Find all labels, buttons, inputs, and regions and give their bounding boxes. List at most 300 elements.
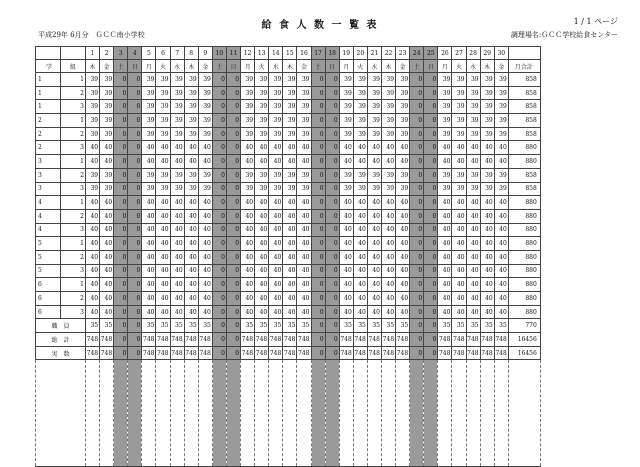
summary-count-cell: 35 <box>466 319 480 333</box>
weekday-label: 月 <box>241 60 255 73</box>
daily-count-cell: 40 <box>297 223 311 237</box>
daily-count-cell: 40 <box>241 305 255 319</box>
daily-count-cell: 40 <box>255 223 269 237</box>
daily-count-cell: 0 <box>128 250 142 264</box>
blank-cell <box>381 360 395 467</box>
daily-count-cell: 40 <box>367 264 381 278</box>
summary-count-cell: 748 <box>142 346 156 360</box>
daily-count-cell: 39 <box>452 114 466 128</box>
class-row <box>36 168 541 182</box>
daily-count-cell: 40 <box>381 305 395 319</box>
daily-count-cell: 40 <box>156 264 170 278</box>
blank-cell <box>325 360 339 467</box>
summary-count-cell: 35 <box>381 319 395 333</box>
daily-count-cell: 40 <box>367 250 381 264</box>
daily-count-cell: 0 <box>424 86 438 100</box>
daily-count-cell: 39 <box>353 86 367 100</box>
daily-count-cell: 39 <box>170 168 184 182</box>
class-cell: 1 <box>61 73 86 87</box>
daily-count-cell: 0 <box>128 223 142 237</box>
day-number: 18 <box>325 47 339 60</box>
daily-count-cell: 0 <box>410 223 424 237</box>
daily-count-cell: 40 <box>100 305 114 319</box>
daily-count-cell: 0 <box>325 86 339 100</box>
daily-count-cell: 0 <box>410 127 424 141</box>
daily-count-cell: 0 <box>226 305 240 319</box>
weekday-label: 水 <box>170 60 184 73</box>
daily-count-cell: 39 <box>86 168 100 182</box>
daily-count-cell: 40 <box>396 141 410 155</box>
weekday-label: 月 <box>142 60 156 73</box>
monthly-total-cell: 858 <box>508 127 540 141</box>
daily-count-cell: 40 <box>241 141 255 155</box>
grade-cell: 4 <box>36 223 61 237</box>
daily-count-cell: 39 <box>255 168 269 182</box>
daily-count-cell: 0 <box>424 278 438 292</box>
class-row <box>36 209 541 223</box>
daily-count-cell: 40 <box>381 278 395 292</box>
daily-count-cell: 39 <box>156 182 170 196</box>
daily-count-cell: 40 <box>480 209 494 223</box>
daily-count-cell: 40 <box>494 237 508 251</box>
daily-count-cell: 40 <box>170 305 184 319</box>
daily-count-cell: 40 <box>297 305 311 319</box>
blank-cell <box>353 360 367 467</box>
daily-count-cell: 40 <box>198 264 212 278</box>
daily-count-cell: 0 <box>114 237 128 251</box>
blank-cell <box>198 360 212 467</box>
daily-count-cell: 40 <box>198 305 212 319</box>
daily-count-cell: 40 <box>142 264 156 278</box>
daily-count-cell: 40 <box>269 250 283 264</box>
blank-area-row <box>36 360 541 467</box>
daily-count-cell: 39 <box>396 182 410 196</box>
daily-count-cell: 40 <box>241 278 255 292</box>
daily-count-cell: 0 <box>128 100 142 114</box>
daily-count-cell: 39 <box>198 100 212 114</box>
summary-count-cell: 748 <box>466 346 480 360</box>
daily-count-cell: 40 <box>494 305 508 319</box>
daily-count-cell: 0 <box>325 141 339 155</box>
daily-count-cell: 40 <box>156 196 170 210</box>
daily-count-cell: 40 <box>438 292 452 306</box>
blank-cell <box>339 360 353 467</box>
daily-count-cell: 39 <box>381 100 395 114</box>
daily-count-cell: 40 <box>170 292 184 306</box>
summary-count-cell: 748 <box>353 346 367 360</box>
grade-cell: 5 <box>36 250 61 264</box>
daily-count-cell: 0 <box>311 141 325 155</box>
daily-count-cell: 0 <box>424 182 438 196</box>
daily-count-cell: 40 <box>353 250 367 264</box>
daily-count-cell: 39 <box>494 73 508 87</box>
daily-count-cell: 40 <box>339 196 353 210</box>
daily-count-cell: 39 <box>255 73 269 87</box>
daily-count-cell: 40 <box>297 196 311 210</box>
daily-count-cell: 40 <box>480 155 494 169</box>
daily-count-cell: 0 <box>226 100 240 114</box>
daily-count-cell: 0 <box>212 182 226 196</box>
daily-count-cell: 40 <box>184 305 198 319</box>
daily-count-cell: 40 <box>255 237 269 251</box>
daily-count-cell: 40 <box>353 223 367 237</box>
daily-count-cell: 40 <box>170 196 184 210</box>
class-cell: 2 <box>61 168 86 182</box>
daily-count-cell: 0 <box>410 100 424 114</box>
daily-count-cell: 40 <box>466 237 480 251</box>
daily-count-cell: 0 <box>212 86 226 100</box>
daily-count-cell: 0 <box>325 168 339 182</box>
weekday-label: 金 <box>494 60 508 73</box>
daily-count-cell: 40 <box>100 250 114 264</box>
daily-count-cell: 40 <box>283 264 297 278</box>
day-number: 19 <box>339 47 353 60</box>
weekday-label: 水 <box>466 60 480 73</box>
daily-count-cell: 40 <box>480 196 494 210</box>
daily-count-cell: 39 <box>438 168 452 182</box>
daily-count-cell: 40 <box>142 250 156 264</box>
summary-count-cell: 748 <box>438 346 452 360</box>
summary-count-cell: 35 <box>170 319 184 333</box>
summary-count-cell: 748 <box>396 346 410 360</box>
daily-count-cell: 40 <box>353 237 367 251</box>
daily-count-cell: 39 <box>353 114 367 128</box>
daily-count-cell: 40 <box>367 141 381 155</box>
daily-count-cell: 40 <box>353 278 367 292</box>
daily-count-cell: 0 <box>212 168 226 182</box>
daily-count-cell: 40 <box>452 264 466 278</box>
summary-count-cell: 0 <box>325 319 339 333</box>
summary-count-cell: 748 <box>353 333 367 347</box>
daily-count-cell: 39 <box>438 100 452 114</box>
daily-count-cell: 40 <box>198 250 212 264</box>
daily-count-cell: 40 <box>255 264 269 278</box>
daily-count-cell: 0 <box>410 86 424 100</box>
summary-count-cell: 35 <box>283 319 297 333</box>
daily-count-cell: 0 <box>424 305 438 319</box>
summary-count-cell: 748 <box>283 333 297 347</box>
daily-count-cell: 39 <box>156 168 170 182</box>
summary-count-cell: 35 <box>100 319 114 333</box>
daily-count-cell: 40 <box>438 155 452 169</box>
daily-count-cell: 40 <box>156 305 170 319</box>
day-number: 13 <box>255 47 269 60</box>
monthly-total-cell: 880 <box>508 196 540 210</box>
summary-count-cell: 748 <box>100 333 114 347</box>
daily-count-cell: 39 <box>438 127 452 141</box>
summary-count-cell: 0 <box>325 346 339 360</box>
daily-count-cell: 0 <box>325 292 339 306</box>
daily-count-cell: 39 <box>170 182 184 196</box>
daily-count-cell: 40 <box>241 237 255 251</box>
summary-count-cell: 748 <box>86 346 100 360</box>
daily-count-cell: 40 <box>283 305 297 319</box>
daily-count-cell: 40 <box>100 209 114 223</box>
grade-cell: 2 <box>36 141 61 155</box>
daily-count-cell: 40 <box>170 223 184 237</box>
daily-count-cell: 0 <box>325 305 339 319</box>
grade-cell: 3 <box>36 182 61 196</box>
daily-count-cell: 39 <box>156 100 170 114</box>
blank-cell <box>100 360 114 467</box>
daily-count-cell: 40 <box>367 292 381 306</box>
class-cell: 2 <box>61 127 86 141</box>
class-cell: 1 <box>61 237 86 251</box>
daily-count-cell: 39 <box>241 100 255 114</box>
summary-label: 総 計 <box>36 333 86 347</box>
daily-count-cell: 40 <box>381 209 395 223</box>
daily-count-cell: 0 <box>311 250 325 264</box>
class-cell: 3 <box>61 223 86 237</box>
daily-count-cell: 40 <box>283 278 297 292</box>
daily-count-cell: 39 <box>142 168 156 182</box>
daily-count-cell: 40 <box>156 237 170 251</box>
daily-count-cell: 39 <box>367 114 381 128</box>
daily-count-cell: 0 <box>410 196 424 210</box>
daily-count-cell: 39 <box>339 73 353 87</box>
summary-count-cell: 0 <box>226 319 240 333</box>
daily-count-cell: 39 <box>452 182 466 196</box>
summary-count-cell: 35 <box>396 319 410 333</box>
daily-count-cell: 40 <box>297 155 311 169</box>
class-cell: 3 <box>61 182 86 196</box>
daily-count-cell: 39 <box>283 182 297 196</box>
daily-count-cell: 39 <box>339 182 353 196</box>
daily-count-cell: 39 <box>494 86 508 100</box>
daily-count-cell: 40 <box>86 305 100 319</box>
daily-count-cell: 40 <box>241 209 255 223</box>
daily-count-cell: 39 <box>367 73 381 87</box>
blank-cell <box>466 360 480 467</box>
daily-count-cell: 0 <box>424 223 438 237</box>
daily-count-cell: 40 <box>494 264 508 278</box>
class-cell: 2 <box>61 250 86 264</box>
summary-count-cell: 0 <box>212 346 226 360</box>
daily-count-cell: 40 <box>198 155 212 169</box>
daily-count-cell: 0 <box>410 264 424 278</box>
blank-cell <box>452 360 466 467</box>
grade-cell: 6 <box>36 305 61 319</box>
daily-count-cell: 40 <box>198 223 212 237</box>
daily-count-cell: 40 <box>184 196 198 210</box>
blank-cell <box>480 360 494 467</box>
daily-count-cell: 40 <box>396 250 410 264</box>
daily-count-cell: 0 <box>325 237 339 251</box>
daily-count-cell: 39 <box>494 100 508 114</box>
daily-count-cell: 39 <box>396 73 410 87</box>
daily-count-cell: 40 <box>156 155 170 169</box>
blank-cell <box>438 360 452 467</box>
daily-count-cell: 39 <box>452 168 466 182</box>
daily-count-cell: 39 <box>198 73 212 87</box>
daily-count-cell: 0 <box>311 209 325 223</box>
daily-count-cell: 0 <box>325 73 339 87</box>
daily-count-cell: 39 <box>297 114 311 128</box>
daily-count-cell: 40 <box>142 292 156 306</box>
daily-count-cell: 0 <box>114 168 128 182</box>
class-row <box>36 114 541 128</box>
daily-count-cell: 0 <box>311 168 325 182</box>
daily-count-cell: 40 <box>198 196 212 210</box>
daily-count-cell: 0 <box>325 127 339 141</box>
daily-count-cell: 0 <box>311 100 325 114</box>
daily-count-cell: 40 <box>367 155 381 169</box>
summary-count-cell: 0 <box>226 333 240 347</box>
summary-count-cell: 748 <box>156 346 170 360</box>
daily-count-cell: 40 <box>255 196 269 210</box>
class-cell: 1 <box>61 278 86 292</box>
daily-count-cell: 0 <box>226 237 240 251</box>
class-row <box>36 127 541 141</box>
summary-label: 職 員 <box>36 319 86 333</box>
blank-cell <box>142 360 156 467</box>
daily-count-cell: 0 <box>128 86 142 100</box>
daily-count-cell: 40 <box>269 155 283 169</box>
daily-count-cell: 39 <box>255 86 269 100</box>
daily-count-cell: 40 <box>156 278 170 292</box>
daily-count-cell: 39 <box>353 100 367 114</box>
daily-count-cell: 39 <box>297 100 311 114</box>
daily-count-cell: 40 <box>480 264 494 278</box>
daily-count-cell: 40 <box>283 250 297 264</box>
daily-count-cell: 40 <box>353 141 367 155</box>
daily-count-cell: 40 <box>269 305 283 319</box>
summary-count-cell: 0 <box>410 319 424 333</box>
grade-cell: 1 <box>36 86 61 100</box>
daily-count-cell: 40 <box>396 209 410 223</box>
summary-count-cell: 35 <box>494 319 508 333</box>
daily-count-cell: 40 <box>353 209 367 223</box>
monthly-total-cell: 880 <box>508 155 540 169</box>
daily-count-cell: 0 <box>212 278 226 292</box>
daily-count-cell: 39 <box>86 182 100 196</box>
daily-count-cell: 40 <box>297 141 311 155</box>
grade-cell: 6 <box>36 292 61 306</box>
summary-count-cell: 748 <box>480 346 494 360</box>
summary-count-cell: 748 <box>170 346 184 360</box>
daily-count-cell: 40 <box>269 292 283 306</box>
daily-count-cell: 40 <box>269 223 283 237</box>
daily-count-cell: 39 <box>353 182 367 196</box>
daily-count-cell: 39 <box>100 100 114 114</box>
daily-count-cell: 0 <box>226 141 240 155</box>
daily-count-cell: 0 <box>212 264 226 278</box>
daily-count-cell: 40 <box>297 278 311 292</box>
blank-cell <box>86 360 100 467</box>
weekday-label: 木 <box>283 60 297 73</box>
summary-count-cell: 748 <box>269 333 283 347</box>
daily-count-cell: 40 <box>367 237 381 251</box>
class-cell: 1 <box>61 114 86 128</box>
monthly-total-cell: 858 <box>508 182 540 196</box>
daily-count-cell: 40 <box>494 196 508 210</box>
daily-count-cell: 40 <box>255 250 269 264</box>
daily-count-cell: 39 <box>452 73 466 87</box>
summary-count-cell: 748 <box>396 333 410 347</box>
daily-count-cell: 40 <box>452 237 466 251</box>
daily-count-cell: 39 <box>381 168 395 182</box>
daily-count-cell: 39 <box>269 114 283 128</box>
blank-cell <box>283 360 297 467</box>
daily-count-cell: 40 <box>494 223 508 237</box>
daily-count-cell: 40 <box>184 250 198 264</box>
summary-count-cell: 748 <box>170 333 184 347</box>
page-number: 1 / 1 ページ <box>573 17 618 26</box>
daily-count-cell: 39 <box>170 114 184 128</box>
daily-count-cell: 40 <box>241 250 255 264</box>
daily-count-cell: 40 <box>100 141 114 155</box>
summary-row <box>36 333 541 347</box>
class-cell: 2 <box>61 209 86 223</box>
daily-count-cell: 39 <box>339 114 353 128</box>
daily-count-cell: 0 <box>424 209 438 223</box>
weekday-label: 日 <box>226 60 240 73</box>
daily-count-cell: 0 <box>128 182 142 196</box>
weekday-label: 火 <box>156 60 170 73</box>
weekday-label: 日 <box>325 60 339 73</box>
daily-count-cell: 39 <box>86 73 100 87</box>
daily-count-cell: 0 <box>128 292 142 306</box>
daily-count-cell: 40 <box>170 141 184 155</box>
daily-count-cell: 39 <box>184 127 198 141</box>
daily-count-cell: 0 <box>212 155 226 169</box>
daily-count-cell: 39 <box>156 127 170 141</box>
daily-count-cell: 40 <box>466 264 480 278</box>
daily-count-cell: 0 <box>128 73 142 87</box>
day-number: 10 <box>212 47 226 60</box>
daily-count-cell: 0 <box>226 127 240 141</box>
daily-count-cell: 40 <box>396 292 410 306</box>
daily-count-cell: 40 <box>438 264 452 278</box>
daily-count-cell: 39 <box>156 86 170 100</box>
summary-count-cell: 0 <box>128 319 142 333</box>
daily-count-cell: 39 <box>269 86 283 100</box>
daily-count-cell: 0 <box>424 250 438 264</box>
daily-count-cell: 0 <box>325 250 339 264</box>
daily-count-cell: 0 <box>410 278 424 292</box>
daily-count-cell: 0 <box>311 305 325 319</box>
daily-count-cell: 39 <box>396 100 410 114</box>
weekday-label: 水 <box>269 60 283 73</box>
day-number: 21 <box>367 47 381 60</box>
daily-count-cell: 39 <box>297 86 311 100</box>
daily-count-cell: 40 <box>480 237 494 251</box>
daily-count-cell: 40 <box>339 250 353 264</box>
kitchen-facility-name: 調理場名:ＧＣＣ学校給食センター <box>510 31 618 39</box>
daily-count-cell: 40 <box>241 196 255 210</box>
class-row <box>36 100 541 114</box>
class-cell: 3 <box>61 141 86 155</box>
daily-count-cell: 0 <box>311 292 325 306</box>
weekday-label: 水 <box>367 60 381 73</box>
daily-count-cell: 39 <box>396 114 410 128</box>
summary-count-cell: 35 <box>339 319 353 333</box>
daily-count-cell: 0 <box>410 168 424 182</box>
daily-count-cell: 0 <box>325 209 339 223</box>
daily-count-cell: 39 <box>100 73 114 87</box>
daily-count-cell: 39 <box>339 127 353 141</box>
daily-count-cell: 39 <box>396 127 410 141</box>
daily-count-cell: 0 <box>410 73 424 87</box>
daily-count-cell: 0 <box>226 278 240 292</box>
daily-count-cell: 0 <box>424 196 438 210</box>
daily-count-cell: 40 <box>241 155 255 169</box>
blank-cell <box>311 360 325 467</box>
daily-count-cell: 40 <box>255 305 269 319</box>
summary-count-cell: 35 <box>438 319 452 333</box>
grade-cell: 1 <box>36 73 61 87</box>
monthly-total-cell: 858 <box>508 73 540 87</box>
